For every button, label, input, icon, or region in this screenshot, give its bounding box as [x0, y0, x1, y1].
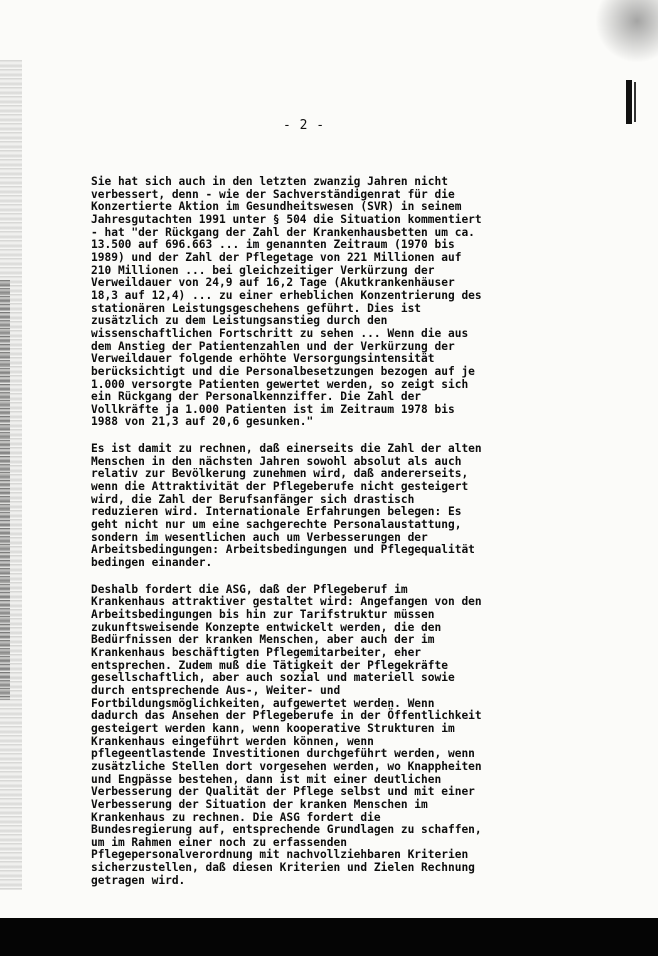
- text-line: geht nicht nur um eine sachgerechte Personalaustattung,: [91, 518, 462, 532]
- text-line: Sie hat sich auch in den letzten zwanzig Jahren nicht: [91, 175, 448, 188]
- text-line: dadurch das Ansehen der Pflegeberufe in der Öffentlichkeit: [91, 709, 482, 723]
- paragraph-gap: [91, 429, 531, 443]
- text-line: Krankenhaus eingeführt werden können, wenn: [91, 734, 374, 748]
- text-line: 210 Millionen ... bei gleichzeitiger Verkürzung der: [91, 263, 435, 277]
- text-line: 1988 von 21,3 auf 20,6 gesunken.": [91, 415, 314, 429]
- text-line: Arbeitsbedingungen bis hin zur Tarifstruktur müssen: [91, 608, 435, 621]
- text-line: 1.000 versorgte Patienten gewertet werden, so zeigt sich: [91, 377, 469, 391]
- text-line: Deshalb fordert die ASG, daß der Pflegeberuf im: [91, 582, 408, 596]
- text-line: 1989) und der Zahl der Pflegetage von 221 Millionen auf: [91, 250, 462, 264]
- text-line: Jahresgutachten 1991 unter § 504 die Situation kommentiert: [91, 212, 482, 226]
- scan-edge-shadow: [0, 280, 10, 700]
- text-line: Verbesserung der Qualität der Pflege selbst und mit einer: [91, 785, 475, 799]
- text-line: Bundesregierung auf, entsprechende Grundlagen zu schaffen,: [91, 823, 482, 837]
- text-line: Krankenhaus attraktiver gestaltet wird: Angefangen von den: [91, 595, 482, 609]
- binding-mark-thin: [634, 82, 636, 122]
- text-line: Arbeitsbedingungen: Arbeitsbedingungen und Pflegequalität: [91, 543, 475, 557]
- text-line: Fortbildungsmöglichkeiten, aufgewertet werden. Wenn: [91, 696, 435, 710]
- text-line: Krankenhaus beschäftigten Pflegemitarbeiter, eher: [91, 645, 422, 659]
- text-line: relativ zur Bevölkerung zunehmen wird, daß andererseits,: [91, 467, 469, 481]
- paragraph-gap: [91, 570, 531, 584]
- text-line: verbessert, denn - wie der Sachverständigenrat für die: [91, 187, 455, 201]
- text-line: gesteigert werden kann, wenn kooperative Strukturen im: [91, 721, 455, 735]
- text-line: Verweildauer folgende erhöhte Versorgungsintensität: [91, 352, 435, 366]
- text-line: ein Rückgang der Personalkennziffer. Die Zahl der: [91, 390, 422, 404]
- text-line: wird, die Zahl der Berufsanfänger sich drastisch: [91, 492, 415, 506]
- text-line: Es ist damit zu rechnen, daß einerseits die Zahl der alten: [91, 442, 482, 456]
- paragraph: [91, 584, 531, 888]
- text-line: wenn die Attraktivität der Pflegeberufe nicht gesteigert: [91, 480, 469, 494]
- text-line: Verbesserung der Situation der kranken Menschen im: [91, 797, 428, 811]
- text-line: durch entsprechende Aus-, Weiter- und: [91, 683, 341, 697]
- text-line: sicherzustellen, daß diesen Kriterien und Zielen Rechnung: [91, 861, 475, 875]
- text-line: Vollkräfte ja 1.000 Patienten ist im Zeitraum 1978 bis: [91, 402, 455, 416]
- text-line: reduzieren wird. Internationale Erfahrungen belegen: Es: [91, 505, 462, 519]
- text-line: stationären Leistungsgeschehens geführt. Dies ist: [91, 301, 422, 315]
- page-number: - 2 -: [283, 118, 325, 133]
- text-line: zusätzliche Stellen dort vorgesehen werden, wo Knappheiten: [91, 759, 482, 773]
- text-line: sondern im wesentlichen auch um Verbesserungen der: [91, 530, 428, 544]
- scan-bottom-border: [0, 918, 658, 956]
- binding-mark: [626, 80, 632, 124]
- text-line: Bedürfnissen der kranken Menschen, aber auch der im: [91, 633, 435, 647]
- text-line: wissenschaftlichen Fortschritt zu sehen ... Wenn die aus: [91, 326, 469, 340]
- text-line: Konzertierte Aktion im Gesundheitswesen (SVR) in seinem: [91, 200, 462, 214]
- text-line: entsprechen. Zudem muß die Tätigkeit der Pflegekräfte: [91, 658, 448, 672]
- text-line: - hat "der Rückgang der Zahl der Krankenhausbetten um ca.: [91, 225, 475, 239]
- text-line: um im Rahmen einer noch zu erfassenden: [91, 835, 347, 849]
- paragraph: [91, 176, 531, 429]
- text-line: 18,3 auf 12,4) ... zu einer erheblichen Konzentrierung des: [91, 288, 482, 302]
- paragraph: [91, 443, 531, 570]
- text-line: berücksichtigt und die Personalbesetzungen bezogen auf je: [91, 364, 475, 378]
- scan-corner-smudge: [588, 0, 658, 70]
- text-line: und Engpässe bestehen, dann ist mit einer deutlichen: [91, 772, 442, 786]
- text-line: Verweildauer von 24,9 auf 16,2 Tage (Akutkrankenhäuser: [91, 276, 455, 290]
- text-line: getragen wird.: [91, 873, 186, 887]
- text-line: zukunftsweisende Konzepte entwickelt werden, die den: [91, 620, 442, 634]
- text-line: zusätzlich zu dem Leistungsanstieg durch den: [91, 314, 388, 328]
- text-line: dem Anstieg der Patientenzahlen und der Verkürzung der: [91, 339, 455, 353]
- body-text: [91, 176, 531, 887]
- text-line: Menschen in den nächsten Jahren sowohl absolut als auch: [91, 454, 462, 468]
- text-line: Krankenhaus zu rechnen. Die ASG fordert die: [91, 810, 381, 824]
- text-line: 13.500 auf 696.663 ... im genannten Zeitraum (1970 bis: [91, 238, 455, 252]
- text-line: pflegeentlastende Investitionen durchgeführt werden, wenn: [91, 747, 475, 761]
- text-line: Pflegepersonalverordnung mit nachvollziehbaren Kriterien: [91, 848, 469, 862]
- text-line: bedingen einander.: [91, 556, 213, 570]
- text-line: gesellschaftlich, aber auch sozial und materiell sowie: [91, 671, 455, 685]
